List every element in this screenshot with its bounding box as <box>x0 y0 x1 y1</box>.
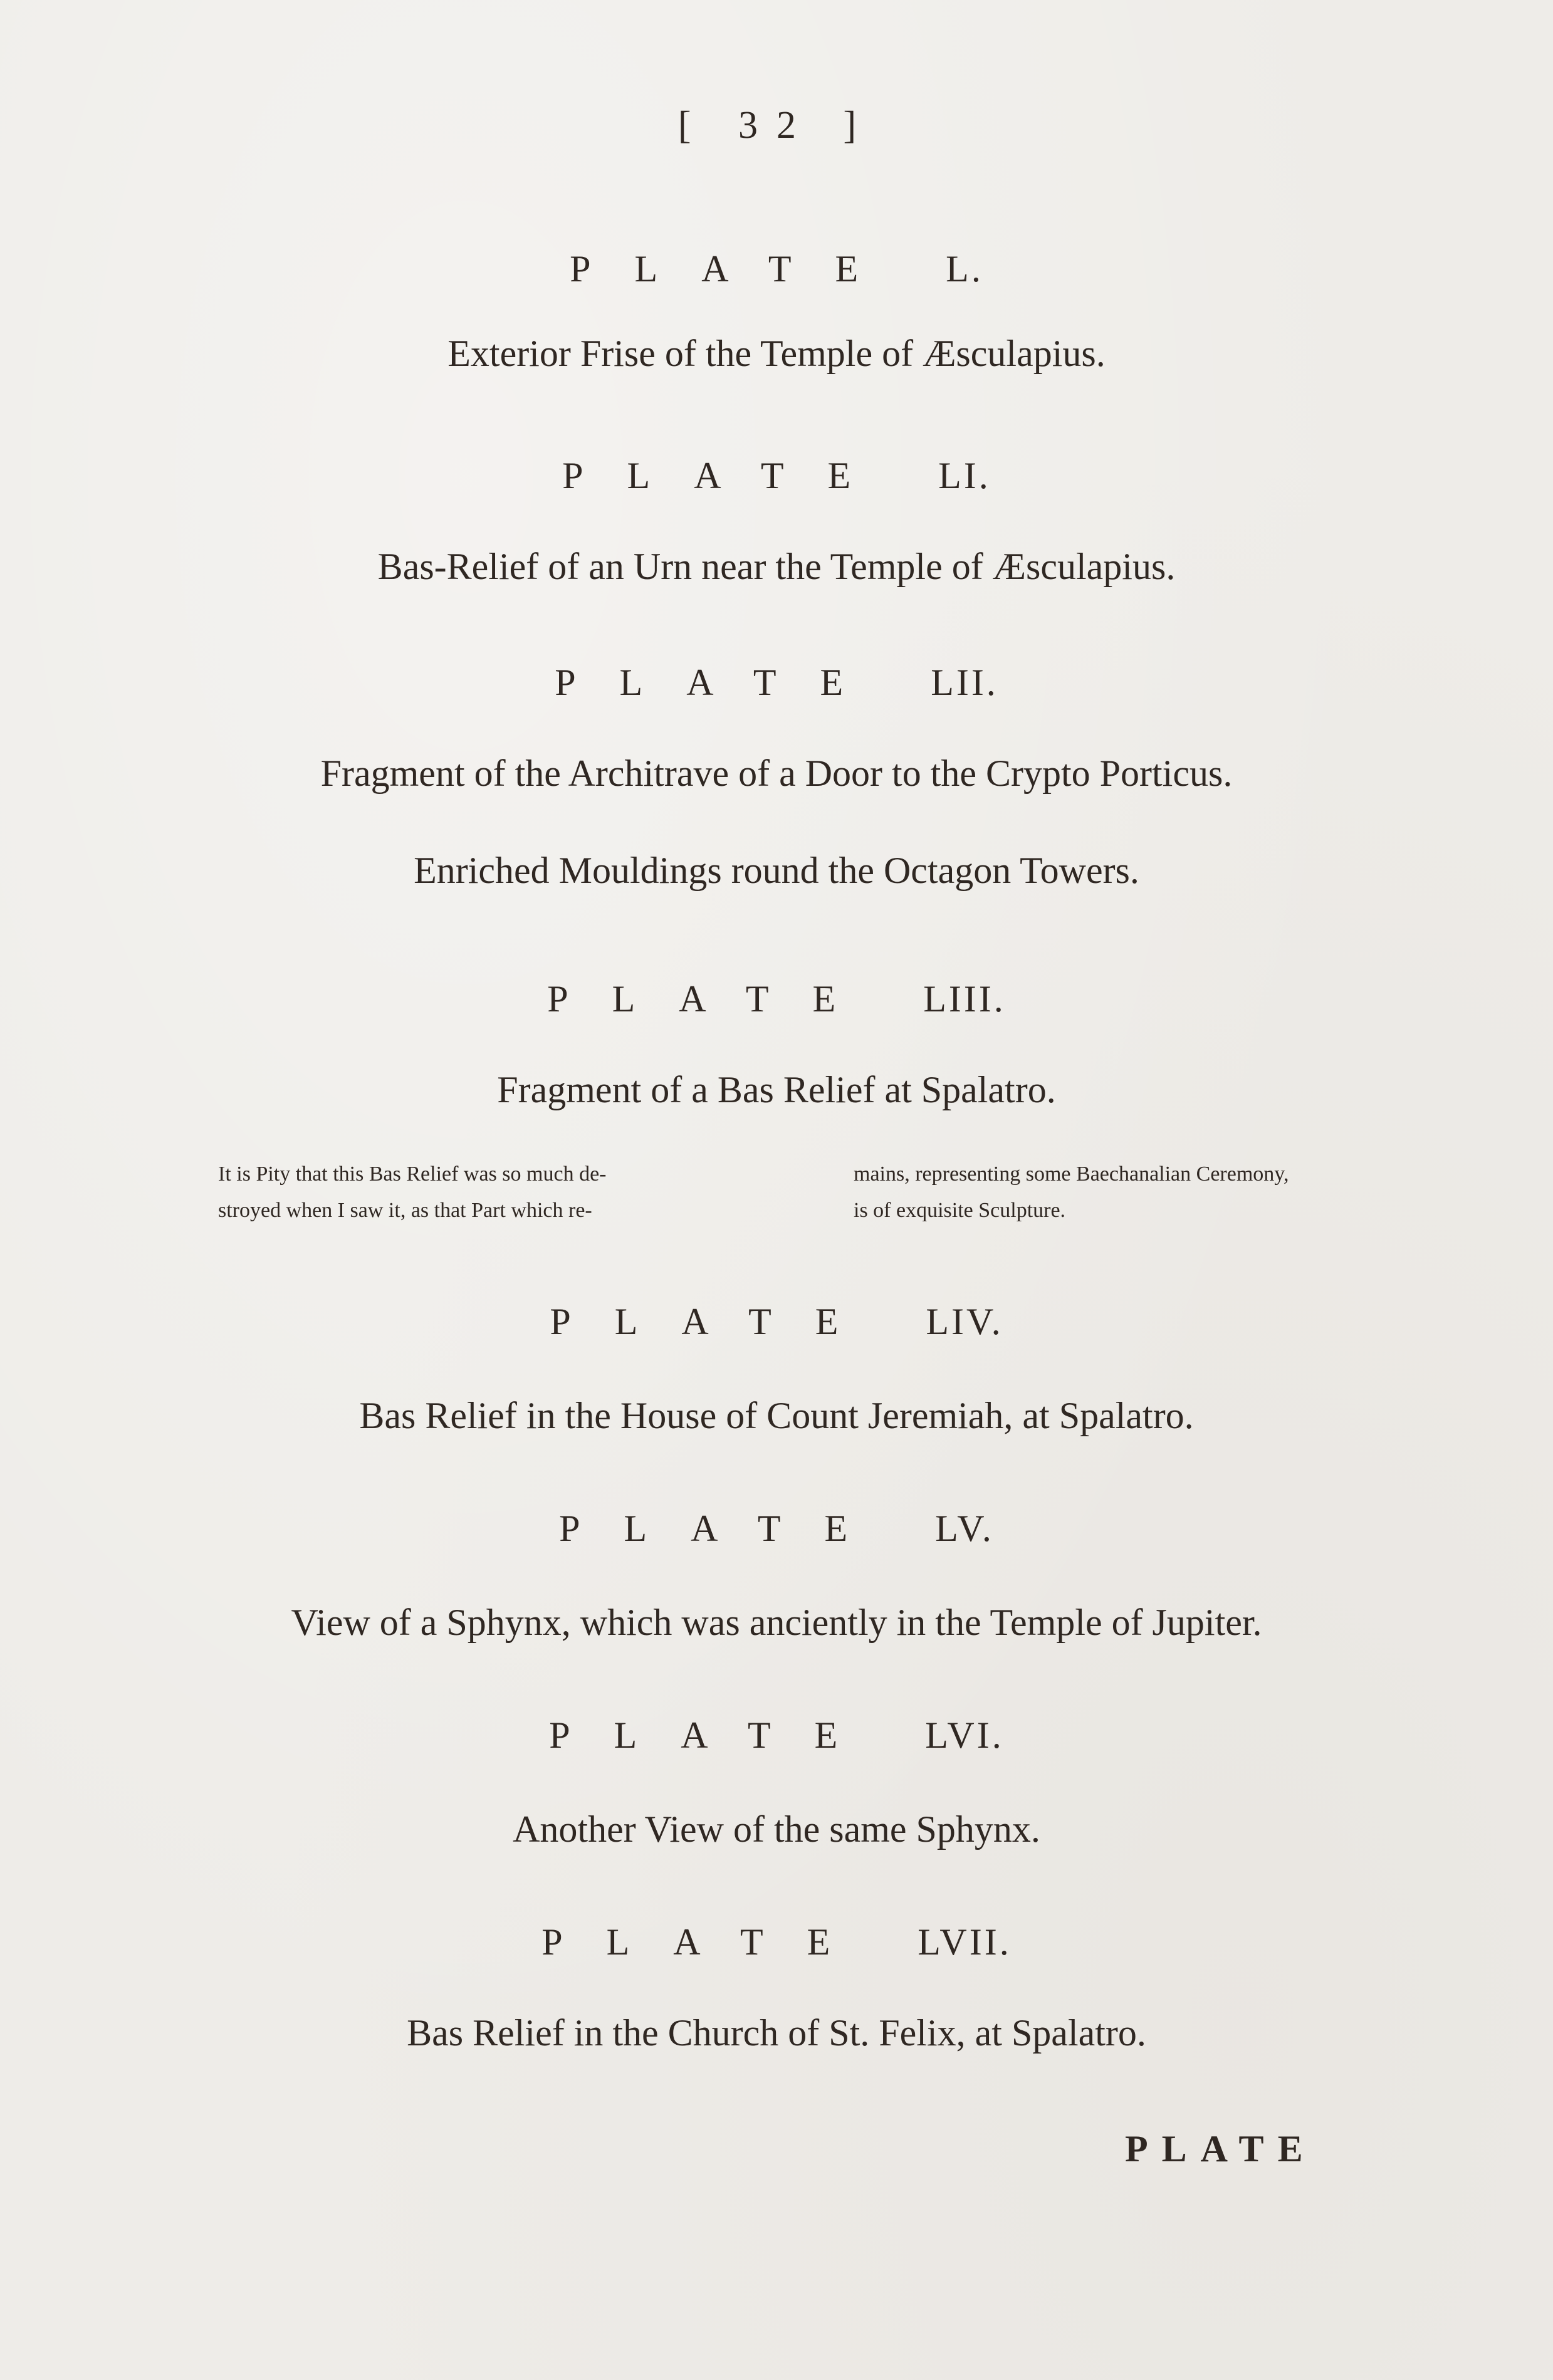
plate-number: L. <box>946 248 983 290</box>
plate-number: LII. <box>931 662 998 703</box>
note-line: stroyed when I saw it, as that Part which re- <box>218 1199 592 1222</box>
plate-number: LVI. <box>925 1715 1004 1756</box>
note-line: is of exquisite Sculpture. <box>854 1199 1066 1222</box>
note-line: It is Pity that this Bas Relief was so much de- <box>218 1162 607 1186</box>
plate-caption: Bas Relief in the Church of St. Felix, at Spalatro. <box>407 2012 1146 2054</box>
plate-heading <box>0 1714 1553 1757</box>
note-line: mains, representing some Baechanalian Ceremony, <box>854 1162 1289 1186</box>
plate-caption: Bas-Relief of an Urn near the Temple of Æsculapius. <box>377 546 1176 587</box>
plate-heading <box>0 248 1553 291</box>
plate-heading <box>0 1300 1553 1344</box>
plate-note-right-column <box>854 1156 1355 1229</box>
plate-caption: Bas Relief in the House of Count Jeremiah, at Spalatro. <box>359 1395 1194 1436</box>
plate-word: PLATE <box>559 1508 892 1549</box>
plate-heading <box>0 978 1553 1021</box>
plate-caption: View of a Sphynx, which was anciently in the Temple of Jupiter. <box>291 1602 1262 1643</box>
plate-caption: Another View of the same Sphynx. <box>513 1808 1040 1850</box>
plate-word: PLATE <box>570 248 902 290</box>
plate-heading <box>0 1507 1553 1550</box>
plate-heading <box>0 454 1553 498</box>
plate-number: LVII. <box>918 1921 1012 1963</box>
catchword: PLATE <box>1125 2128 1317 2169</box>
plate-heading <box>0 1921 1553 1964</box>
plate-word: PLATE <box>555 662 887 703</box>
plate-number: LI. <box>938 455 991 496</box>
plate-caption: Fragment of the Architrave of a Door to the Crypto Porticus. <box>320 753 1233 794</box>
plate-caption: Fragment of a Bas Relief at Spalatro. <box>497 1069 1056 1110</box>
plate-word: PLATE <box>547 978 880 1020</box>
plate-word: PLATE <box>541 1921 874 1963</box>
plate-word: PLATE <box>550 1301 882 1342</box>
page-number: [ 32 ] <box>677 104 876 147</box>
plate-number: LIV. <box>926 1301 1003 1342</box>
plate-number: LV. <box>935 1508 994 1549</box>
plate-heading <box>0 661 1553 704</box>
plate-word: PLATE <box>562 455 895 496</box>
plate-number: LIII. <box>923 978 1006 1020</box>
plate-note-left-column <box>218 1156 732 1229</box>
plate-word: PLATE <box>549 1715 882 1756</box>
plate-caption: Enriched Mouldings round the Octagon Towers. <box>414 850 1139 891</box>
plate-caption: Exterior Frise of the Temple of Æsculapius. <box>447 333 1106 374</box>
